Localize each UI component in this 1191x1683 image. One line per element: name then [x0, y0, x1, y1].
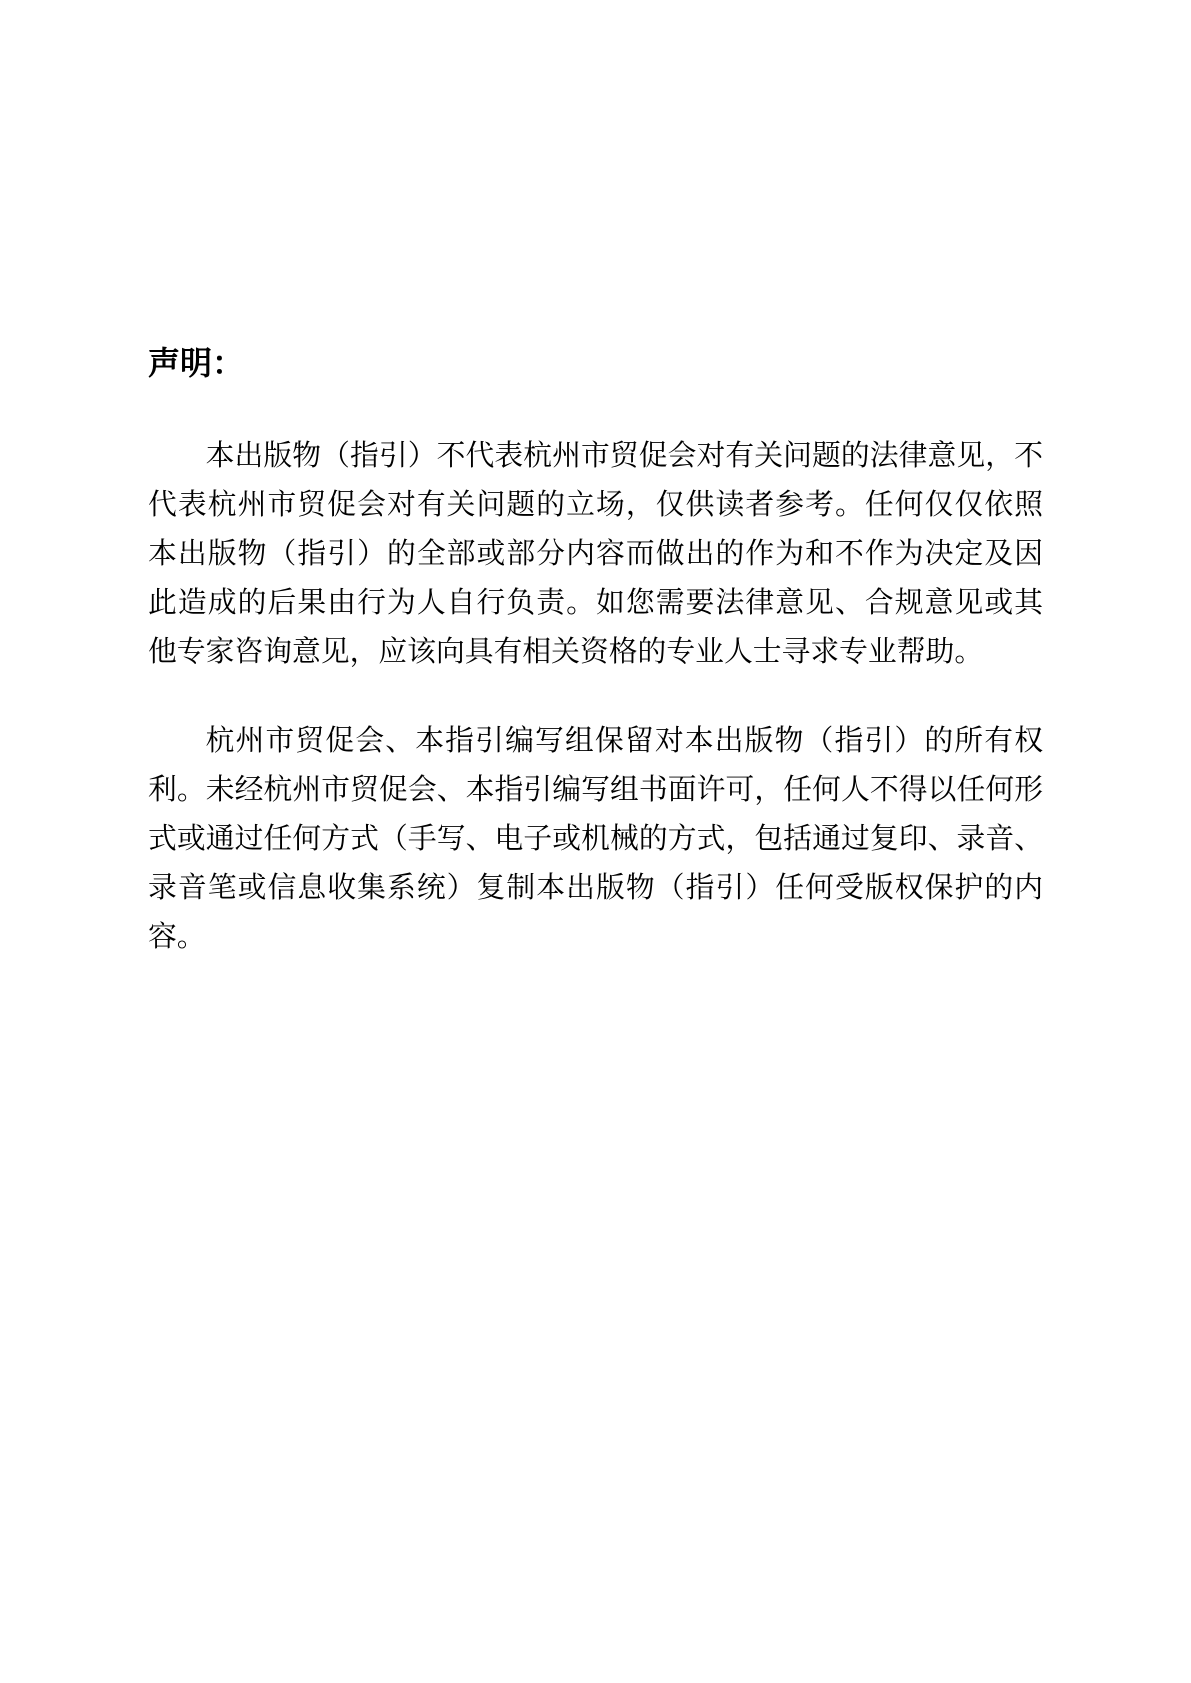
text-line: 本出版物（指引）不代表杭州市贸促会对有关问题的法律意见，不: [205, 440, 1043, 472]
text-line: 他专家咨询意见，应该向具有相关资格的专业人士寻求专业帮助。: [148, 636, 984, 668]
text-line: 此造成的后果由行为人自行负责。如您需要法律意见、合规意见或其: [148, 587, 1043, 619]
disclaimer-paragraph: [148, 432, 1043, 677]
text-line: 本出版物（指引）的全部或部分内容而做出的作为和不作为决定及因: [148, 538, 1043, 570]
text-line: 代表杭州市贸促会对有关问题的立场，仅供读者参考。任何仅仅依照: [148, 489, 1043, 521]
text-line: 容。: [148, 921, 206, 953]
text-line: 利。未经杭州市贸促会、本指引编写组书面许可，任何人不得以任何形: [148, 774, 1043, 806]
text-line: 录音笔或信息收集系统）复制本出版物（指引）任何受版权保护的内: [148, 872, 1043, 904]
copyright-paragraph: [148, 717, 1043, 962]
statement-heading: 声明：: [148, 345, 245, 381]
text-block: [148, 0, 1043, 962]
text-line: 式或通过任何方式（手写、电子或机械的方式，包括通过复印、录音、: [148, 823, 1043, 855]
text-line: 杭州市贸促会、本指引编写组保留对本出版物（指引）的所有权: [205, 725, 1043, 757]
